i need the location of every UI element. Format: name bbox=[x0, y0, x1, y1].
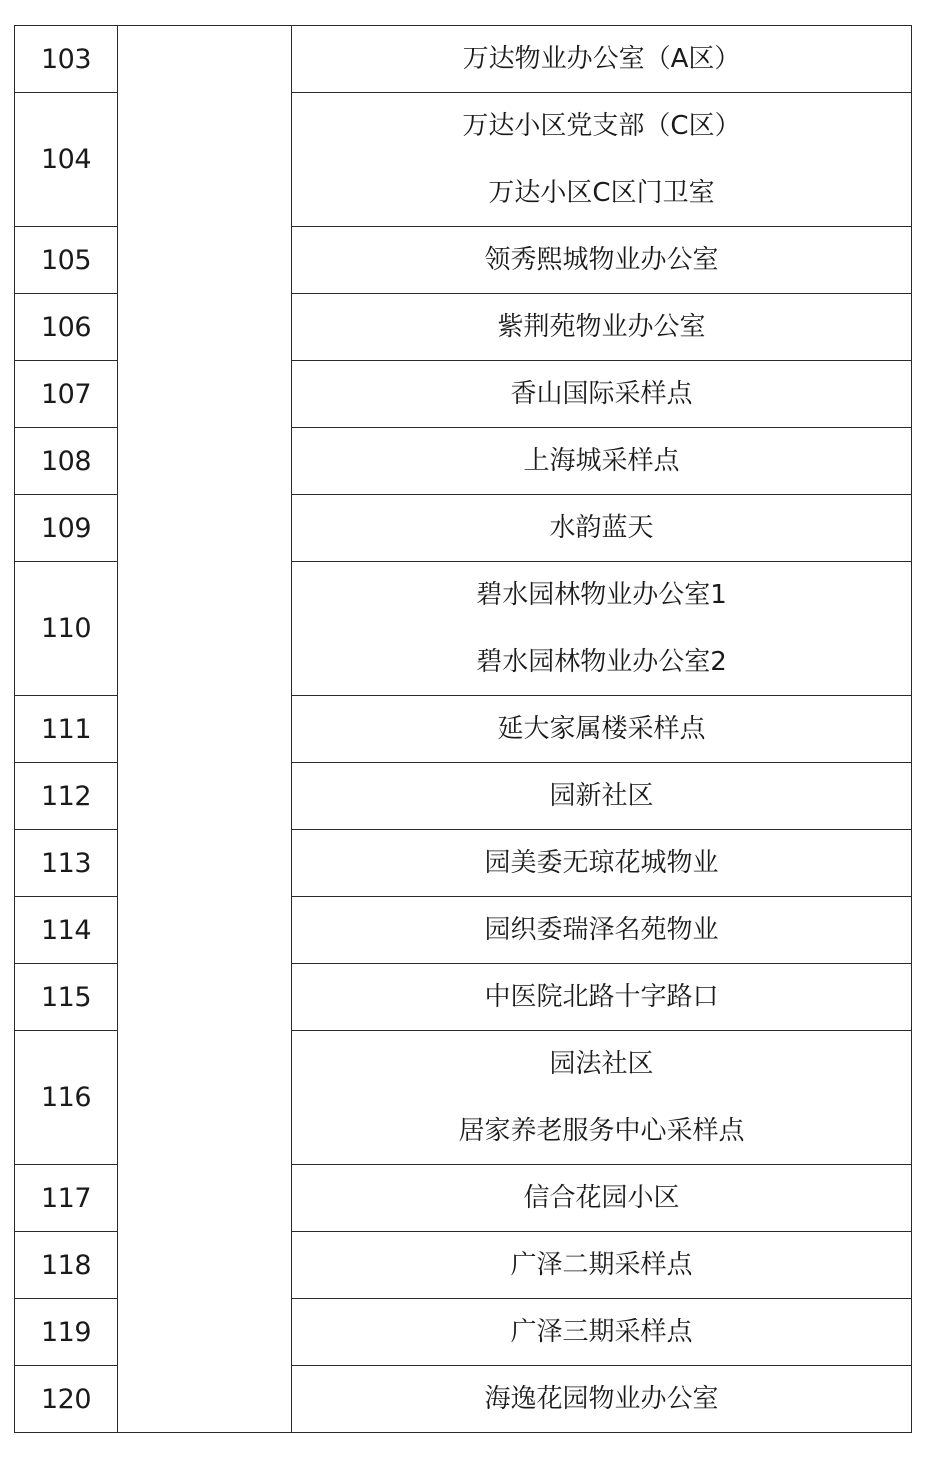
location-name: 园美委无琼花城物业 bbox=[484, 848, 719, 878]
location-cell bbox=[292, 1366, 912, 1433]
location-cell bbox=[292, 696, 912, 763]
row-number-cell: 114 bbox=[15, 897, 118, 964]
table-body bbox=[15, 26, 912, 1433]
location-name: 广泽三期采样点 bbox=[510, 1317, 693, 1347]
location-cell bbox=[292, 763, 912, 830]
location-name: 万达小区C区门卫室 bbox=[488, 178, 715, 208]
row-number-cell: 117 bbox=[15, 1165, 118, 1232]
row-number-cell: 110 bbox=[15, 562, 118, 696]
location-name: 园织委瑞泽名苑物业 bbox=[484, 915, 719, 945]
row-number-cell: 120 bbox=[15, 1366, 118, 1433]
row-number-cell: 116 bbox=[15, 1031, 118, 1165]
row-number-cell: 106 bbox=[15, 294, 118, 361]
location-name: 居家养老服务中心采样点 bbox=[458, 1116, 745, 1146]
location-name: 万达小区党支部（C区） bbox=[462, 111, 741, 141]
location-name: 信合花园小区 bbox=[523, 1183, 680, 1213]
location-name: 紫荆苑物业办公室 bbox=[497, 312, 706, 342]
location-name: 香山国际采样点 bbox=[510, 379, 693, 409]
location-name: 园新社区 bbox=[549, 781, 654, 811]
row-number-cell: 105 bbox=[15, 227, 118, 294]
location-cell bbox=[292, 897, 912, 964]
district-merged-cell bbox=[118, 26, 292, 1433]
location-name: 广泽二期采样点 bbox=[510, 1250, 693, 1280]
row-number-cell: 104 bbox=[15, 93, 118, 227]
location-cell bbox=[292, 428, 912, 495]
row-number-cell: 107 bbox=[15, 361, 118, 428]
row-number-cell: 115 bbox=[15, 964, 118, 1031]
row-number-cell: 108 bbox=[15, 428, 118, 495]
location-cell bbox=[292, 964, 912, 1031]
location-cell bbox=[292, 227, 912, 294]
location-cell bbox=[292, 93, 912, 227]
location-cell bbox=[292, 361, 912, 428]
location-name: 上海城采样点 bbox=[523, 446, 680, 476]
location-cell bbox=[292, 1031, 912, 1165]
row-number-cell: 119 bbox=[15, 1299, 118, 1366]
location-name: 万达物业办公室（A区） bbox=[462, 44, 741, 74]
sampling-sites-table bbox=[14, 25, 912, 1433]
location-cell bbox=[292, 1165, 912, 1232]
location-name: 水韵蓝天 bbox=[549, 513, 654, 543]
location-name: 碧水园林物业办公室1 bbox=[476, 580, 727, 610]
row-number-cell: 111 bbox=[15, 696, 118, 763]
location-cell bbox=[292, 830, 912, 897]
row-number-cell: 113 bbox=[15, 830, 118, 897]
location-name: 延大家属楼采样点 bbox=[497, 714, 706, 744]
location-name: 碧水园林物业办公室2 bbox=[476, 647, 727, 677]
location-name: 海逸花园物业办公室 bbox=[484, 1384, 719, 1414]
location-cell bbox=[292, 294, 912, 361]
location-cell bbox=[292, 562, 912, 696]
location-cell bbox=[292, 1232, 912, 1299]
row-number-cell: 103 bbox=[15, 26, 118, 93]
location-name: 中医院北路十字路口 bbox=[484, 982, 719, 1012]
row-number-cell: 109 bbox=[15, 495, 118, 562]
row-number-cell: 118 bbox=[15, 1232, 118, 1299]
location-name: 园法社区 bbox=[549, 1049, 654, 1079]
location-cell bbox=[292, 26, 912, 93]
location-cell bbox=[292, 1299, 912, 1366]
location-cell bbox=[292, 495, 912, 562]
location-name: 领秀熙城物业办公室 bbox=[484, 245, 719, 275]
table-row bbox=[15, 26, 912, 93]
row-number-cell: 112 bbox=[15, 763, 118, 830]
